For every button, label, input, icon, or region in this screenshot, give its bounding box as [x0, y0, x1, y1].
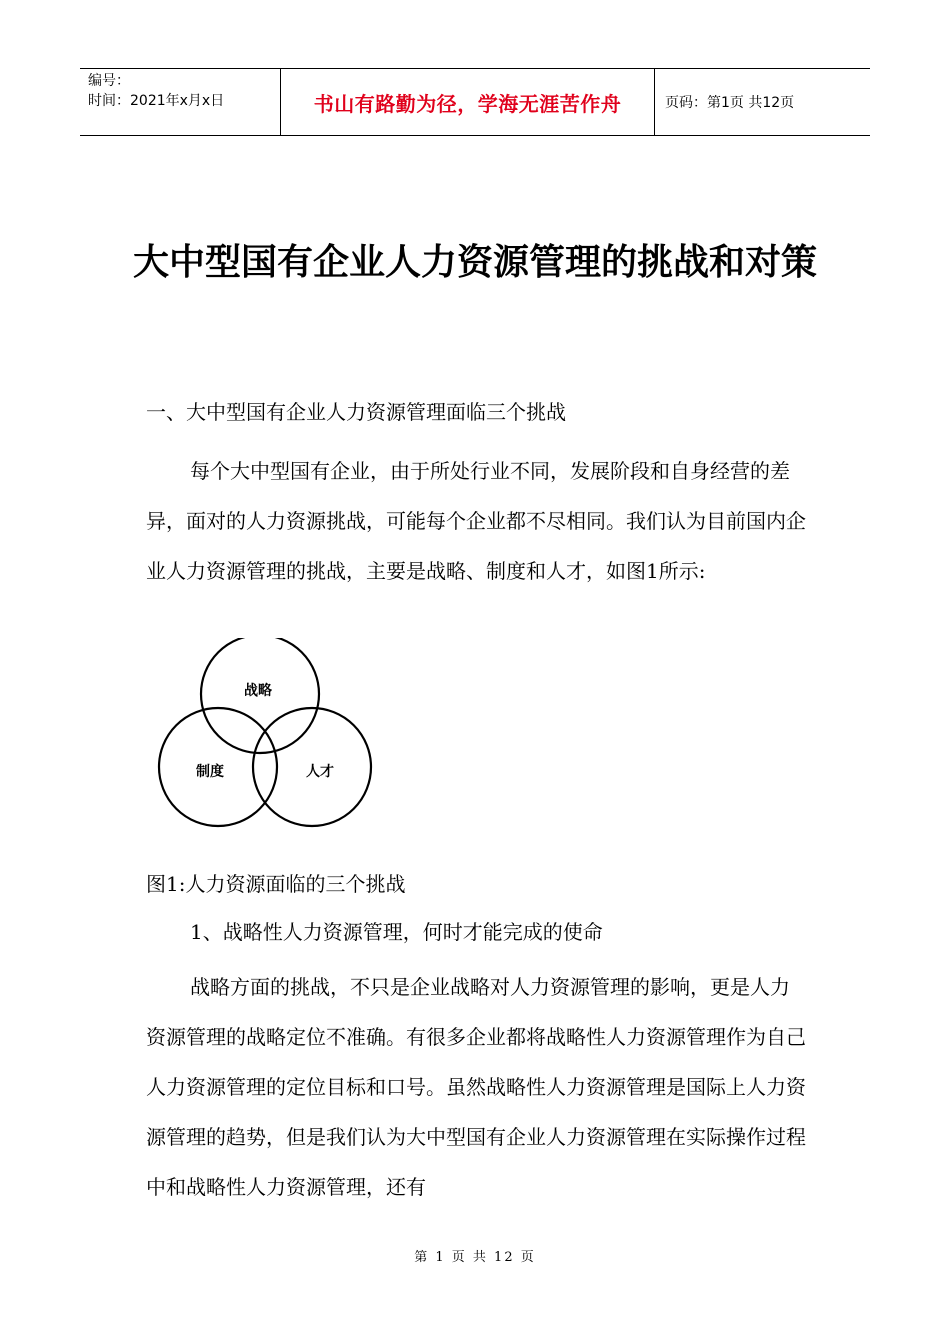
subsection-heading: 1、战略性人力资源管理，何时才能完成的使命 — [190, 920, 603, 944]
system-label: 制度 — [196, 764, 224, 780]
header-motto-cell — [281, 69, 655, 135]
venn-diagram — [154, 638, 384, 834]
page-code: 页码：第1页 共12页 — [665, 95, 795, 111]
header-page-code-cell — [655, 69, 870, 135]
motto-text: 书山有路勤为径，学海无涯苦作舟 — [313, 91, 622, 116]
strategy-label: 战略 — [244, 683, 272, 699]
page-title: 大中型国有企业人力资源管理的挑战和对策 — [132, 242, 817, 283]
talent-label: 人才 — [306, 764, 334, 780]
document-header — [80, 68, 870, 136]
section-paragraph: 每个大中型国有企业，由于所处行业不同，发展阶段和自身经营的差异，面对的人力资源挑战，可能每个企业都不尽相同。我们认为目前国内企业人力资源管理的挑战，主要是战略、制度和人才，如图1所示: — [146, 459, 806, 583]
section-heading: 一、大中型国有企业人力资源管理面临三个挑战 — [146, 400, 566, 424]
figure-caption: 图1:人力资源面临的三个挑战 — [146, 872, 406, 896]
header-meta — [80, 69, 281, 135]
page-footer: 第 1 页 共 12 页 — [414, 1250, 536, 1265]
number-label: 编号： — [88, 73, 130, 89]
subsection-paragraph: 战略方面的挑战，不只是企业战略对人力资源管理的影响，更是人力资源管理的战略定位不准确。有很多企业都将战略性人力资源管理作为自己人力资源管理的定位目标和口号。虽然战略性人力资源管理是国际上人力资源管理的趋势，但是我们认为大中型国有企业人力资源管理在实际操作过程中和战略性人力资源管理，还有 — [146, 975, 806, 1199]
time-label: 时间：2021年x月x日 — [88, 93, 225, 109]
